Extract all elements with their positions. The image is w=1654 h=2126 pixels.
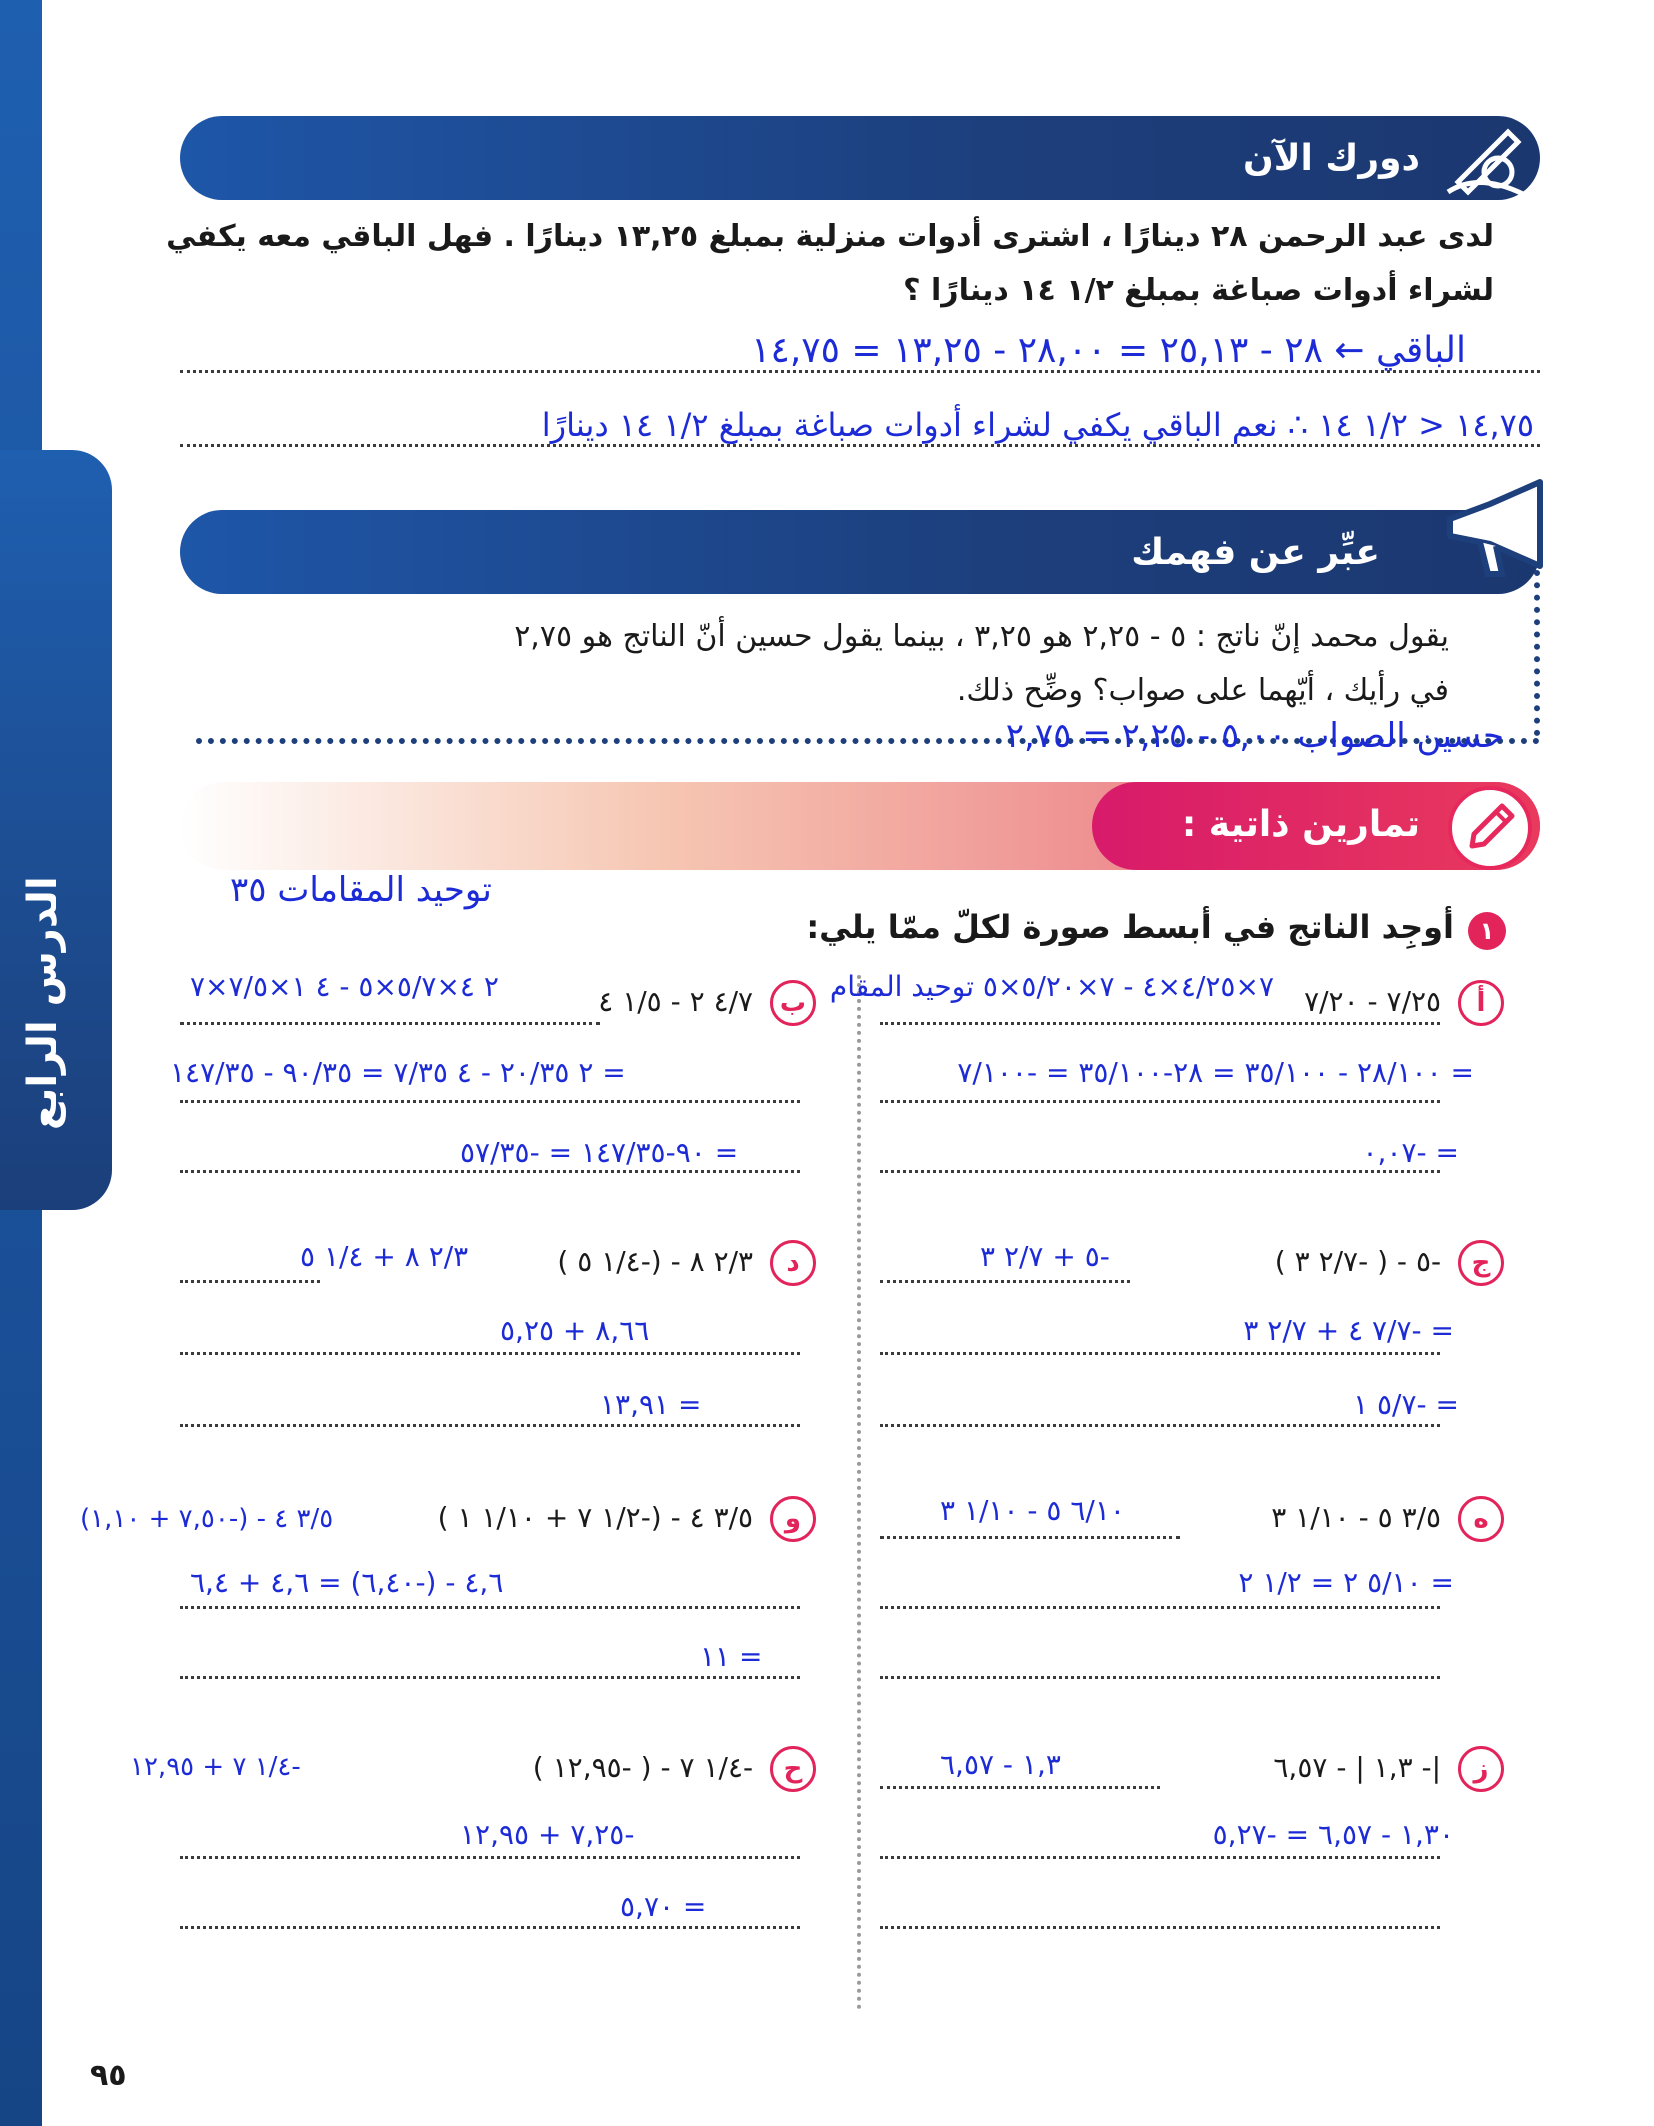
page-number: ٩٥ — [90, 2058, 127, 2093]
handwritten-step: = ٩٠-١٤٧/٣٥ = -٥٧/٣٥ — [460, 1136, 739, 1169]
answer-line — [180, 1352, 800, 1355]
answer-line — [880, 1856, 1440, 1859]
lesson-tab — [0, 450, 112, 1210]
answer-line — [180, 1280, 320, 1283]
exercise-expression: ٧/٢٥ - ٧/٢٠ — [1304, 985, 1442, 1018]
answer-line — [880, 1606, 1440, 1609]
answer-line — [180, 1022, 600, 1025]
answer-line — [880, 1280, 1130, 1283]
handwritten-step: ٤,٦ - (-٦,٤٠) = ٤,٦ + ٦,٤ — [190, 1566, 504, 1599]
handwritten-step: ١,٣ - ٦,٥٧ — [940, 1748, 1061, 1781]
exercise-expression: ٤/٧ ٢ - ١/٥ ٤ — [598, 985, 754, 1018]
handwritten-step: = ١٣,٩١ — [600, 1388, 702, 1421]
answer-line — [880, 1536, 1180, 1539]
answer-line — [880, 1022, 1440, 1025]
column-separator — [857, 975, 861, 2010]
express-frame-dots-v — [1534, 570, 1540, 736]
express-banner — [180, 510, 1540, 594]
handwritten-step: = -٠,٠٧ — [1362, 1136, 1459, 1169]
answer-line — [880, 1676, 1440, 1679]
answer-line — [880, 1786, 1160, 1789]
handwritten-express-answer: حسين الصواب ٥,٠٠ - ٢,٢٥ = ٢,٧٥ — [1005, 716, 1504, 756]
answer-line — [180, 1926, 800, 1929]
exercise-expression: |- ١,٣ | - ٦,٥٧ — [1273, 1751, 1442, 1784]
answer-line — [180, 1424, 800, 1427]
your-turn-banner — [180, 116, 1540, 200]
handwritten-step: = ٢٨/١٠٠ - ٣٥/١٠٠ = ٢٨-٣٥/١٠٠ = -٧/١٠٠ — [957, 1056, 1474, 1089]
question-text: أوجِد الناتج في أبسط صورة لكلّ ممّا يلي: — [806, 908, 1454, 946]
exercise-expression: -٥ - ( -٢/٧ ٣ ) — [1274, 1245, 1442, 1278]
your-turn-line1: لدى عبد الرحمن ٢٨ دينارًا ، اشترى أدوات منزلية بمبلغ ١٣,٢٥ دينارًا . فهل الباقي معه يكفي — [166, 219, 1494, 254]
handwritten-step: ٢/٣ ٨ + ١/٤ ٥ — [300, 1240, 469, 1273]
exercise-label: ح — [770, 1746, 816, 1792]
pencil-icon-circle — [1448, 786, 1532, 870]
answer-line — [880, 1926, 1440, 1929]
handwritten-step: = ٥/١٠ ٢ = ١/٢ ٢ — [1238, 1566, 1454, 1599]
self-exercises-title: تمارين ذاتية : — [1181, 804, 1420, 845]
exercise-label: ب — [770, 980, 816, 1026]
answer-line — [180, 1606, 800, 1609]
handwritten-step: -٥ + ٢/٧ ٣ — [980, 1240, 1110, 1273]
handwritten-step: = -٥/٧ ١ — [1353, 1388, 1459, 1421]
handwritten-step: ٢ ٤×٥/٧×٥ - ٤ ١×٧/٥×٧ — [190, 970, 499, 1003]
writing-hand-icon — [1438, 112, 1538, 202]
handwritten-step: = ١١ — [700, 1640, 763, 1673]
handwritten-step: ٧×٤/٢٥×٤ - ٧×٥/٢٠×٥ توحيد المقام — [829, 970, 1274, 1003]
answer-line — [880, 1424, 1440, 1427]
your-turn-title: دورك الآن — [1243, 138, 1420, 179]
handwritten-step: ٣/٥ ٤ - (-٧,٥٠ + ١,١٠) — [80, 1504, 334, 1534]
handwritten-step: = ٥,٧٠ — [620, 1890, 707, 1923]
exercise-expression: -١/٤ ٧ - ( -١٢,٩٥ ) — [532, 1751, 754, 1784]
answer-line-2 — [180, 444, 1540, 447]
handwritten-step: ٦/١٠ ٥ - ١/١٠ ٣ — [940, 1494, 1125, 1527]
answer-line — [880, 1352, 1440, 1355]
exercise-label: و — [770, 1496, 816, 1542]
answer-line — [880, 1170, 1440, 1173]
express-line2: في رأيك ، أيّهما على صواب؟ وضِّح ذلك. — [956, 673, 1449, 708]
answer-line — [180, 1170, 800, 1173]
handwritten-step: = -٧/٧ ٤ + ٢/٧ ٣ — [1243, 1314, 1454, 1347]
handwritten-lcd-note: توحيد المقامات ٣٥ — [230, 870, 492, 910]
handwritten-step: ٨,٦٦ + ٥,٢٥ — [500, 1314, 650, 1347]
megaphone-icon — [1430, 474, 1560, 584]
exercise-label: ه — [1458, 1496, 1504, 1542]
answer-line — [180, 1856, 800, 1859]
question-number-badge: ١ — [1468, 912, 1506, 950]
handwritten-step: = ٢ ٢٠/٣٥ - ٤ ٧/٣٥ = ٩٠/٣٥ - ١٤٧/٣٥ — [170, 1056, 626, 1089]
exercise-expression: ٣/٥ ٤ - (-١/٢ ٧ + ١/١٠ ١ ) — [437, 1501, 754, 1534]
exercise-label: أ — [1458, 980, 1504, 1026]
handwritten-answer-1: الباقي ← ٢٨ - ٢٥,١٣ = ٢٨,٠٠ - ١٣,٢٥ = ١٤,٧٥ — [751, 330, 1466, 371]
express-title: عبِّر عن فهمك — [1131, 532, 1380, 573]
exercise-label: د — [770, 1240, 816, 1286]
lesson-tab-label: الدرس الرابع — [20, 876, 66, 1130]
answer-line — [180, 1676, 800, 1679]
handwritten-step: ١,٣٠ - ٦,٥٧ = -٥,٢٧ — [1212, 1818, 1454, 1851]
express-line1: يقول محمد إنّ ناتج : ٥ - ٢,٢٥ هو ٣,٢٥ ، بينما يقول حسين أنّ الناتج هو ٢,٧٥ — [514, 619, 1449, 654]
exercise-expression: ٢/٣ ٨ - (-١/٤ ٥ ) — [557, 1245, 754, 1278]
exercise-expression: ٣/٥ ٥ - ١/١٠ ٣ — [1271, 1501, 1442, 1534]
exercise-label: ج — [1458, 1240, 1504, 1286]
exercise-label: ز — [1458, 1746, 1504, 1792]
answer-line — [880, 1100, 1440, 1103]
answer-line — [180, 1100, 800, 1103]
handwritten-step: -١/٤ ٧ + ١٢,٩٥ — [130, 1752, 301, 1782]
your-turn-line2: لشراء أدوات صباغة بمبلغ ١/٢ ١٤ دينارًا ؟ — [903, 273, 1494, 308]
handwritten-answer-2: ١٤,٧٥ < ١/٢ ١٤ ∴ نعم الباقي يكفي لشراء أدوات صباغة بمبلغ ١/٢ ١٤ دينارًا — [541, 406, 1534, 444]
pencil-icon — [1452, 790, 1528, 866]
handwritten-step: -٧,٢٥ + ١٢,٩٥ — [460, 1818, 635, 1851]
